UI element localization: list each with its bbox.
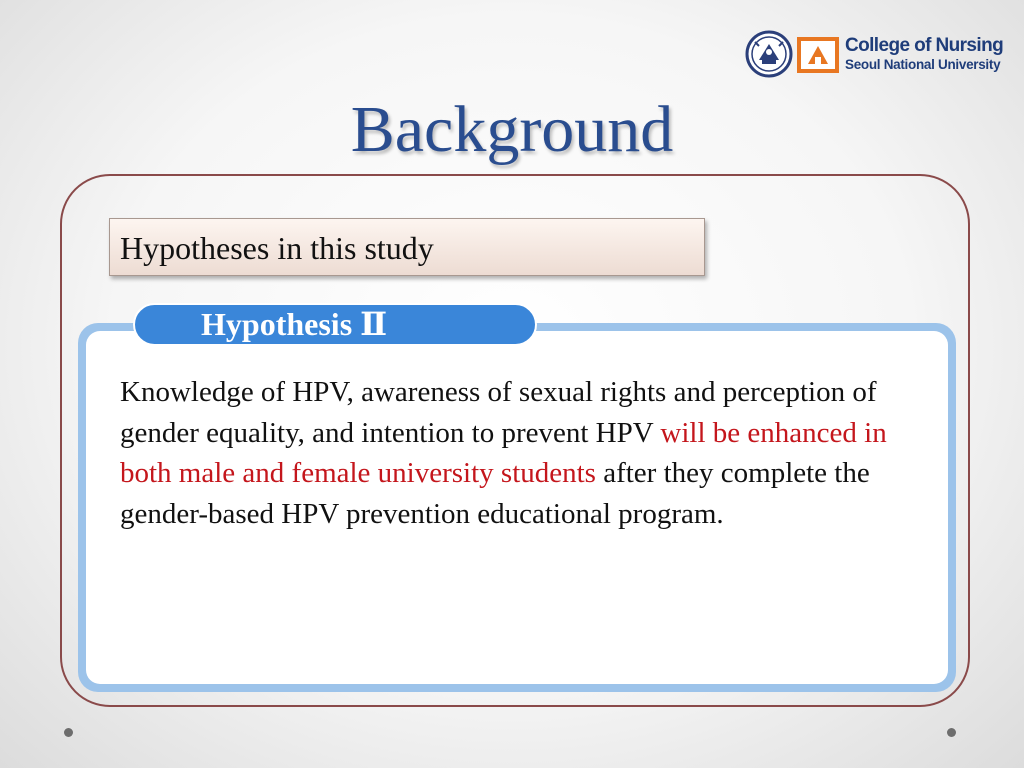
hypothesis-text-part1: Knowledge of HPV, awareness of sexual rights and perception of gender equality, and intention to prevent HPV (120, 376, 877, 449)
section-heading: Hypotheses in this study (109, 218, 705, 276)
logo-college-name: College of Nursing (845, 35, 1004, 56)
college-logo (745, 30, 1010, 80)
nursing-emblem-icon (797, 37, 839, 73)
university-seal-icon (745, 30, 793, 78)
hypothesis-text (120, 372, 920, 534)
logo-university-name: Seoul National University (845, 57, 1001, 72)
hypothesis-text-highlight: will be enhanced in both male and female university students (120, 416, 887, 489)
hypothesis-text-part2: after they complete the gender-based HPV prevention educational program. (120, 457, 870, 530)
corner-dot-left (64, 728, 73, 737)
logo-text (845, 36, 1003, 72)
hypothesis-label: Hypothesis Ⅱ (133, 303, 537, 346)
corner-dot-right (947, 728, 956, 737)
page-title: Background (350, 93, 674, 166)
